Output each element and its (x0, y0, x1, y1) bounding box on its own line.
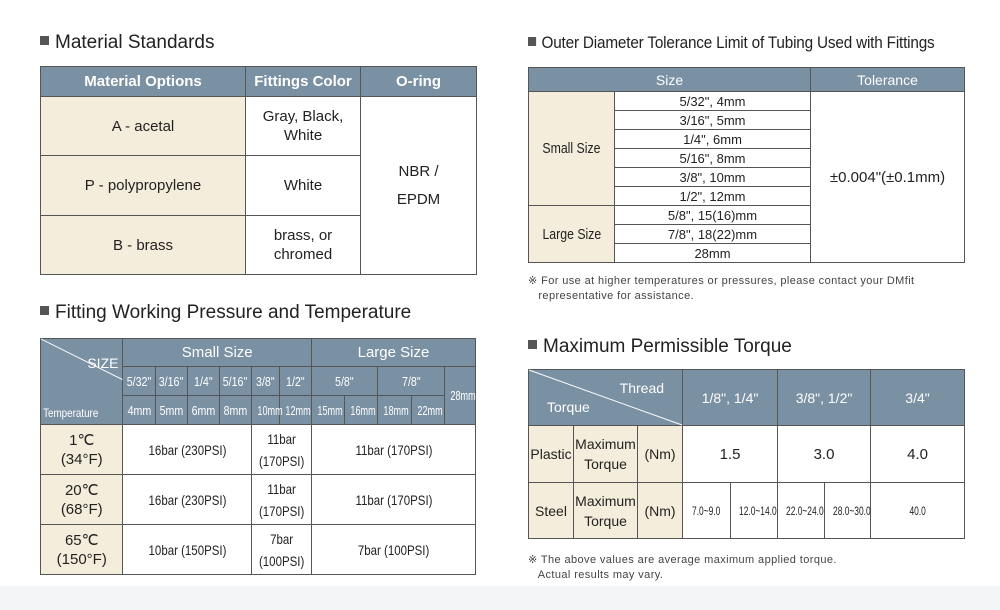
tolerance-size-row: 5/16", 8mm (615, 149, 811, 168)
tolerance-size-row: 28mm (615, 244, 811, 263)
inch-col: 5/8" (311, 367, 377, 396)
torque-material-plastic: Plastic (529, 426, 574, 483)
tolerance-size-row: 5/32", 4mm (615, 92, 811, 111)
inch-col: 1/2" (279, 367, 311, 396)
tolerance-value: ±0.004"(±0.1mm) (811, 92, 965, 263)
mm-col: 10mm (251, 396, 279, 425)
mm-col: 5mm (155, 396, 187, 425)
bottom-strip (0, 586, 1000, 610)
torque-value: 1.5 (683, 426, 778, 483)
size-header: Size (529, 68, 811, 92)
tolerance-title: Outer Diameter Tolerance Limit of Tubing Used with Fittings (528, 33, 935, 53)
torque-label-steel: Maximum Torque (574, 483, 638, 539)
torque-note: ※ The above values are average maximum applied torque. Actual results may vary. (528, 554, 837, 581)
size-temperature-header: SIZE Temperature (41, 339, 123, 425)
material-acetal: A - acetal (41, 97, 246, 156)
inch-col: 7/8" (378, 367, 444, 396)
torque-value: 40.0 (871, 483, 965, 539)
tolerance-size-row: 7/8", 18(22)mm (615, 225, 811, 244)
oring-value: NBR / EPDM (361, 97, 477, 275)
fittings-color-header: Fittings Color (246, 67, 361, 97)
temp-65c: 65℃ (150°F) (41, 525, 123, 575)
pressure-small-65c: 10bar (150PSI) (123, 525, 252, 575)
thread-torque-header: Thread Torque (529, 370, 683, 426)
inch-col: 3/16" (155, 367, 187, 396)
mm-28-col: 28mm (444, 367, 475, 425)
pressure-large-1c: 11bar (170PSI) (311, 425, 475, 475)
pressure-small-1c: 16bar (230PSI) (123, 425, 252, 475)
thread-col-2: 3/8", 1/2" (778, 370, 871, 426)
oring-header: O-ring (361, 67, 477, 97)
torque-value: 4.0 (871, 426, 965, 483)
torque-unit-plastic: (Nm) (638, 426, 683, 483)
material-options-header: Material Options (41, 67, 246, 97)
material-polypropylene: P - polypropylene (41, 156, 246, 216)
large-size-header: Large Size (311, 339, 475, 367)
color-polypropylene: White (246, 156, 361, 216)
tolerance-size-row: 3/8", 10mm (615, 168, 811, 187)
inch-col: 5/16" (219, 367, 251, 396)
mm-col: 6mm (187, 396, 219, 425)
tolerance-size-row: 3/16", 5mm (615, 111, 811, 130)
tolerance-table (528, 67, 965, 263)
torque-value: 3.0 (778, 426, 871, 483)
bullet-square-icon (40, 306, 49, 315)
mm-col: 22mm (411, 396, 444, 425)
pressure-large-20c: 11bar (170PSI) (311, 475, 475, 525)
bullet-square-icon (528, 37, 536, 46)
large-size-label: Large Size (529, 206, 615, 263)
pressure-table (40, 338, 476, 575)
torque-title: Maximum Permissible Torque (528, 336, 792, 358)
torque-value: 22.0~24.0 (778, 483, 825, 539)
material-standards-title: Material Standards (40, 32, 214, 54)
tolerance-header: Tolerance (811, 68, 965, 92)
pressure-title: Fitting Working Pressure and Temperature (40, 302, 411, 324)
bullet-square-icon (528, 340, 537, 349)
mm-col: 12mm (279, 396, 311, 425)
bullet-square-icon (40, 36, 49, 45)
thread-col-3: 3/4" (871, 370, 965, 426)
small-size-header: Small Size (123, 339, 312, 367)
thread-col-1: 1/8", 1/4" (683, 370, 778, 426)
torque-value: 7.0~9.0 (683, 483, 731, 539)
mm-col: 4mm (123, 396, 155, 425)
inch-col: 1/4" (187, 367, 219, 396)
inch-col: 5/32" (123, 367, 155, 396)
temp-1c: 1℃ (34°F) (41, 425, 123, 475)
mm-col: 15mm (311, 396, 344, 425)
torque-label-plastic: Maximum Torque (574, 426, 638, 483)
mm-col: 16mm (345, 396, 378, 425)
tolerance-size-row: 5/8", 15(16)mm (615, 206, 811, 225)
pressure-large-65c: 7bar (100PSI) (311, 525, 475, 575)
color-acetal: Gray, Black, White (246, 97, 361, 156)
tolerance-size-row: 1/4", 6mm (615, 130, 811, 149)
pressure-mid-1c: 11bar (170PSI) (251, 425, 311, 475)
torque-material-steel: Steel (529, 483, 574, 539)
material-standards-table (40, 66, 477, 275)
torque-unit-steel: (Nm) (638, 483, 683, 539)
material-brass: B - brass (41, 216, 246, 275)
mm-col: 18mm (378, 396, 411, 425)
tolerance-note: ※ For use at higher temperatures or pressures, please contact your DMfit representative for assistance. (528, 275, 915, 302)
pressure-small-20c: 16bar (230PSI) (123, 475, 252, 525)
torque-value: 12.0~14.0 (731, 483, 778, 539)
pressure-mid-20c: 11bar (170PSI) (251, 475, 311, 525)
torque-value: 28.0~30.0 (825, 483, 871, 539)
inch-col: 3/8" (251, 367, 279, 396)
tolerance-size-row: 1/2", 12mm (615, 187, 811, 206)
torque-table (528, 369, 965, 539)
color-brass: brass, or chromed (246, 216, 361, 275)
temp-20c: 20℃ (68°F) (41, 475, 123, 525)
mm-col: 8mm (219, 396, 251, 425)
small-size-label: Small Size (529, 92, 615, 206)
pressure-mid-65c: 7bar (100PSI) (251, 525, 311, 575)
